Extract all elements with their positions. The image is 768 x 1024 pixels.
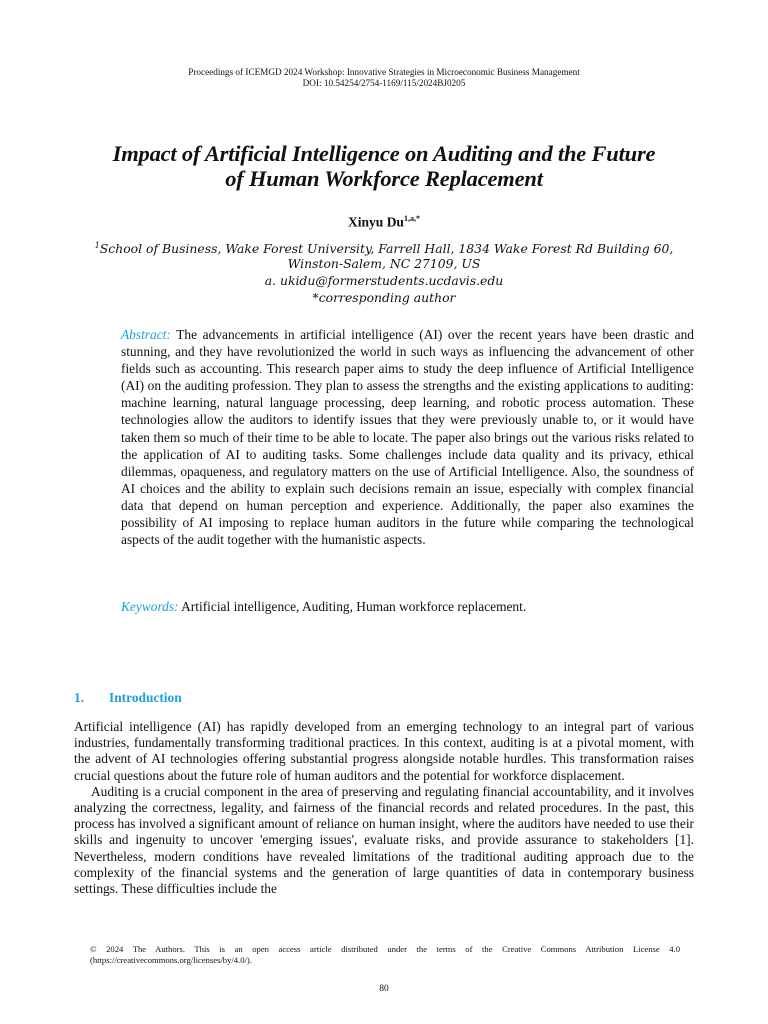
paper-title bbox=[60, 141, 708, 191]
title-line-2: of Human Workforce Replacement bbox=[225, 166, 543, 191]
proceedings-header: Proceedings of ICEMGD 2024 Workshop: Innovative Strategies in Microeconomic Business Management bbox=[188, 67, 580, 77]
section-title: Introduction bbox=[109, 690, 182, 705]
doi-header: DOI: 10.54254/2754-1169/115/2024BJ0205 bbox=[302, 78, 466, 88]
author-line bbox=[0, 211, 768, 231]
section-heading-introduction bbox=[74, 689, 182, 706]
page-number: 80 bbox=[379, 984, 389, 994]
abstract bbox=[121, 326, 694, 548]
author-email: a. ukidu@formerstudents.ucdavis.edu bbox=[264, 273, 504, 288]
license-footnote: © 2024 The Authors. This is an open access article distributed under the terms of the Creative Commons Attribution License 4.0 (https://creativecommons.org/licenses/by/4.0/). bbox=[90, 944, 680, 965]
author-superscript: 1,a,* bbox=[403, 214, 420, 223]
intro-paragraph-1: Artificial intelligence (AI) has rapidly developed from an emerging technology to an integral part of various industries, fundamentally transforming traditional practices. In this context, auditing is at a pivotal moment, with the advent of AI technologies offering substantial progress alongside notable hurdles. This transformation raises crucial questions about the future role of human auditors and the potential for workforce displacement. bbox=[74, 719, 694, 783]
intro-paragraph-2: Auditing is a crucial component in the area of preserving and regulating financial accountability, and it involves analyzing the correctness, legality, and fairness of the financial records and related procedures. In the past, this process has involved a significant amount of reliance on human insight, where the auditors have needed to use their skills and ingenuity to uncover 'emerging issues', evaluate risks, and provide assurance to stakeholders [1]. Nevertheless, modern conditions have revealed limitations of the traditional auditing approach due to the complexity of the financial systems and the generation of large quantities of data in contemporary business settings. These difficulties include the bbox=[74, 783, 694, 897]
section-number: 1. bbox=[74, 690, 85, 705]
introduction-body bbox=[74, 719, 694, 897]
abstract-text: The advancements in artificial intelligence (AI) over the recent years have been drastic and stunning, and they have revolutionized the world in such ways as influencing the advancement of other fields such as accounting. This research paper aims to study the deep influence of Artificial Intelligence (AI) on the auditing profession. They plan to assess the strengths and the existing applications to auditing: machine learning, natural language processing, deep learning, and robotic process automation. These technologies allow the auditors to identify issues that they were previously unable to, or it would have taken them so much of their time to be able to locate. The paper also brings out the various risks related to the application of AI to auditing tasks. Some challenges include data quality and its privacy, ethical dilemmas, opaqueness, and regulatory matters on the use of Artificial Intelligence. Also, the soundness of AI choices and the ability to explain such decisions remain an issue, especially with complex financial data that depend on human perception and experience. Additionally, the paper also examines the possibility of AI imposing to replace human auditors in the future while comparing the technological aspects of the audit together with the humanistic aspects. bbox=[121, 327, 694, 548]
corresponding-author-note: *corresponding author bbox=[312, 290, 456, 305]
affiliation-line-2: Winston-Salem, NC 27109, US bbox=[287, 256, 481, 271]
title-line-1: Impact of Artificial Intelligence on Auditing and the Future bbox=[112, 141, 656, 166]
abstract-label: Abstract: bbox=[121, 327, 171, 342]
keywords-label: Keywords: bbox=[121, 599, 179, 614]
author-name: Xinyu Du bbox=[348, 214, 404, 230]
affiliation-superscript: 1 bbox=[94, 241, 100, 250]
keywords-text: Artificial intelligence, Auditing, Human workforce replacement. bbox=[181, 599, 527, 614]
affiliation-text-1: School of Business, Wake Forest University, Farrell Hall, 1834 Wake Forest Rd Building 60, bbox=[99, 241, 674, 257]
keywords bbox=[121, 598, 694, 615]
